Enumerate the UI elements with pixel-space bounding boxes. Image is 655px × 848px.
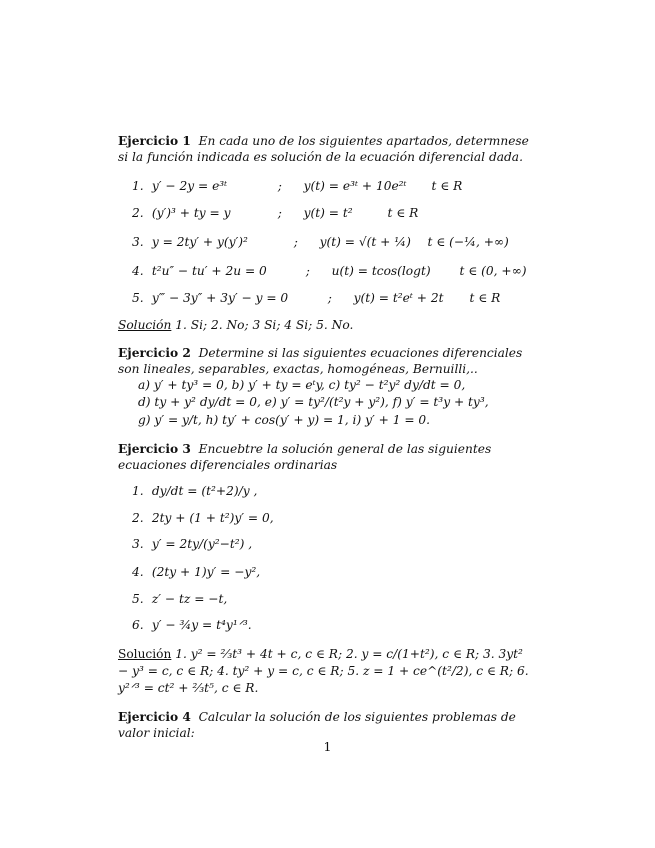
exercise-4-text: Calcular la solución de los siguientes problemas de valor inicial:: [118, 710, 516, 740]
solution-text: 1. Si; 2. No; 3 Si; 4 Si; 5. No.: [175, 318, 354, 332]
exercise-4-title: Ejercicio 4: [118, 710, 191, 724]
exercise-2-text: Determine si las siguientes ecuaciones diferenciales son lineales, separables, exactas, homogéneas, Bernuilli,..: [118, 346, 523, 376]
exercise-1-item-1: 1. y′ − 2y = e³ᵗ ; y(t) = e³ᵗ + 10e²ᵗ t ∈ R: [132, 179, 463, 193]
exercise-3-item-6: 6. y′ − ¾y = t⁴y¹ᐟ³.: [132, 618, 252, 632]
exercise-3-solution: [118, 646, 536, 697]
exercise-3-item-1: 1. dy/dt = (t²+2)/y ,: [132, 484, 258, 498]
exercise-2-line-2: d) ty + y² dy/dt = 0, e) y′ = ty²/(t²y + y²), f) y′ = t³y + ty³,: [138, 395, 489, 409]
exercise-2-line-1: a) y′ + ty³ = 0, b) y′ + ty = eᵗy, c) ty² − t²y² dy/dt = 0,: [138, 378, 466, 392]
exercise-3-item-2: 2. 2ty + (1 + t²)y′ = 0,: [132, 511, 274, 525]
exercise-2-statement: [118, 345, 536, 377]
exercise-3-text: Encuebtre la solución general de las siguientes ecuaciones diferenciales ordinarias: [118, 442, 492, 472]
solution-label: Solución: [118, 318, 172, 332]
exercise-2-title: Ejercicio 2: [118, 346, 191, 360]
exercise-3-statement: [118, 441, 536, 473]
exercise-1-item-3: 3. y = 2ty′ + y(y′)² ; y(t) = √(t + ¼) t ∈ (−¼, +∞): [132, 235, 509, 249]
exercise-3-item-5: 5. z′ − tz = −t,: [132, 592, 228, 606]
exercise-1-item-2: 2. (y′)³ + ty = y ; y(t) = t² t ∈ R: [132, 206, 419, 220]
exercise-3-item-4: 4. (2ty + 1)y′ = −y²,: [132, 565, 261, 579]
exercise-1-text: En cada uno de los siguientes apartados, determnese si la función indicada es solución de la ecuación diferencial dada.: [118, 134, 529, 164]
exercise-1-title: Ejercicio 1: [118, 134, 191, 148]
page-number: 1: [323, 739, 332, 754]
exercise-1-item-4: 4. t²u″ − tu′ + 2u = 0 ; u(t) = tcos(logt) t ∈ (0, +∞): [132, 264, 527, 278]
exercise-1-item-5: 5. y‴ − 3y″ + 3y′ − y = 0 ; y(t) = t²eᵗ + 2t t ∈ R: [132, 291, 501, 305]
solution-text: 1. y² = ⅔t³ + 4t + c, c ∈ R; 2. y = c/(1+t²), c ∈ R; 3. 3yt² − y³ = c, c ∈ R; 4. ty² + y = c, c ∈ R; 5. z = 1 + ce^(t²/2), c ∈ R; 6. y²ᐟ³ = ct² + ⅔t⁵, c ∈ R.: [118, 647, 529, 695]
exercise-3-title: Ejercicio 3: [118, 442, 191, 456]
exercise-1-statement: [118, 133, 536, 165]
exercise-4-statement: [118, 709, 536, 741]
exercise-3-item-3: 3. y′ = 2ty/(y²−t²) ,: [132, 537, 253, 551]
exercise-2-line-3: g) y′ = y/t, h) ty′ + cos(y′ + y) = 1, i) y′ + 1 = 0.: [138, 413, 431, 427]
exercise-1-solution: [118, 317, 536, 333]
solution-label: Solución: [118, 647, 172, 661]
